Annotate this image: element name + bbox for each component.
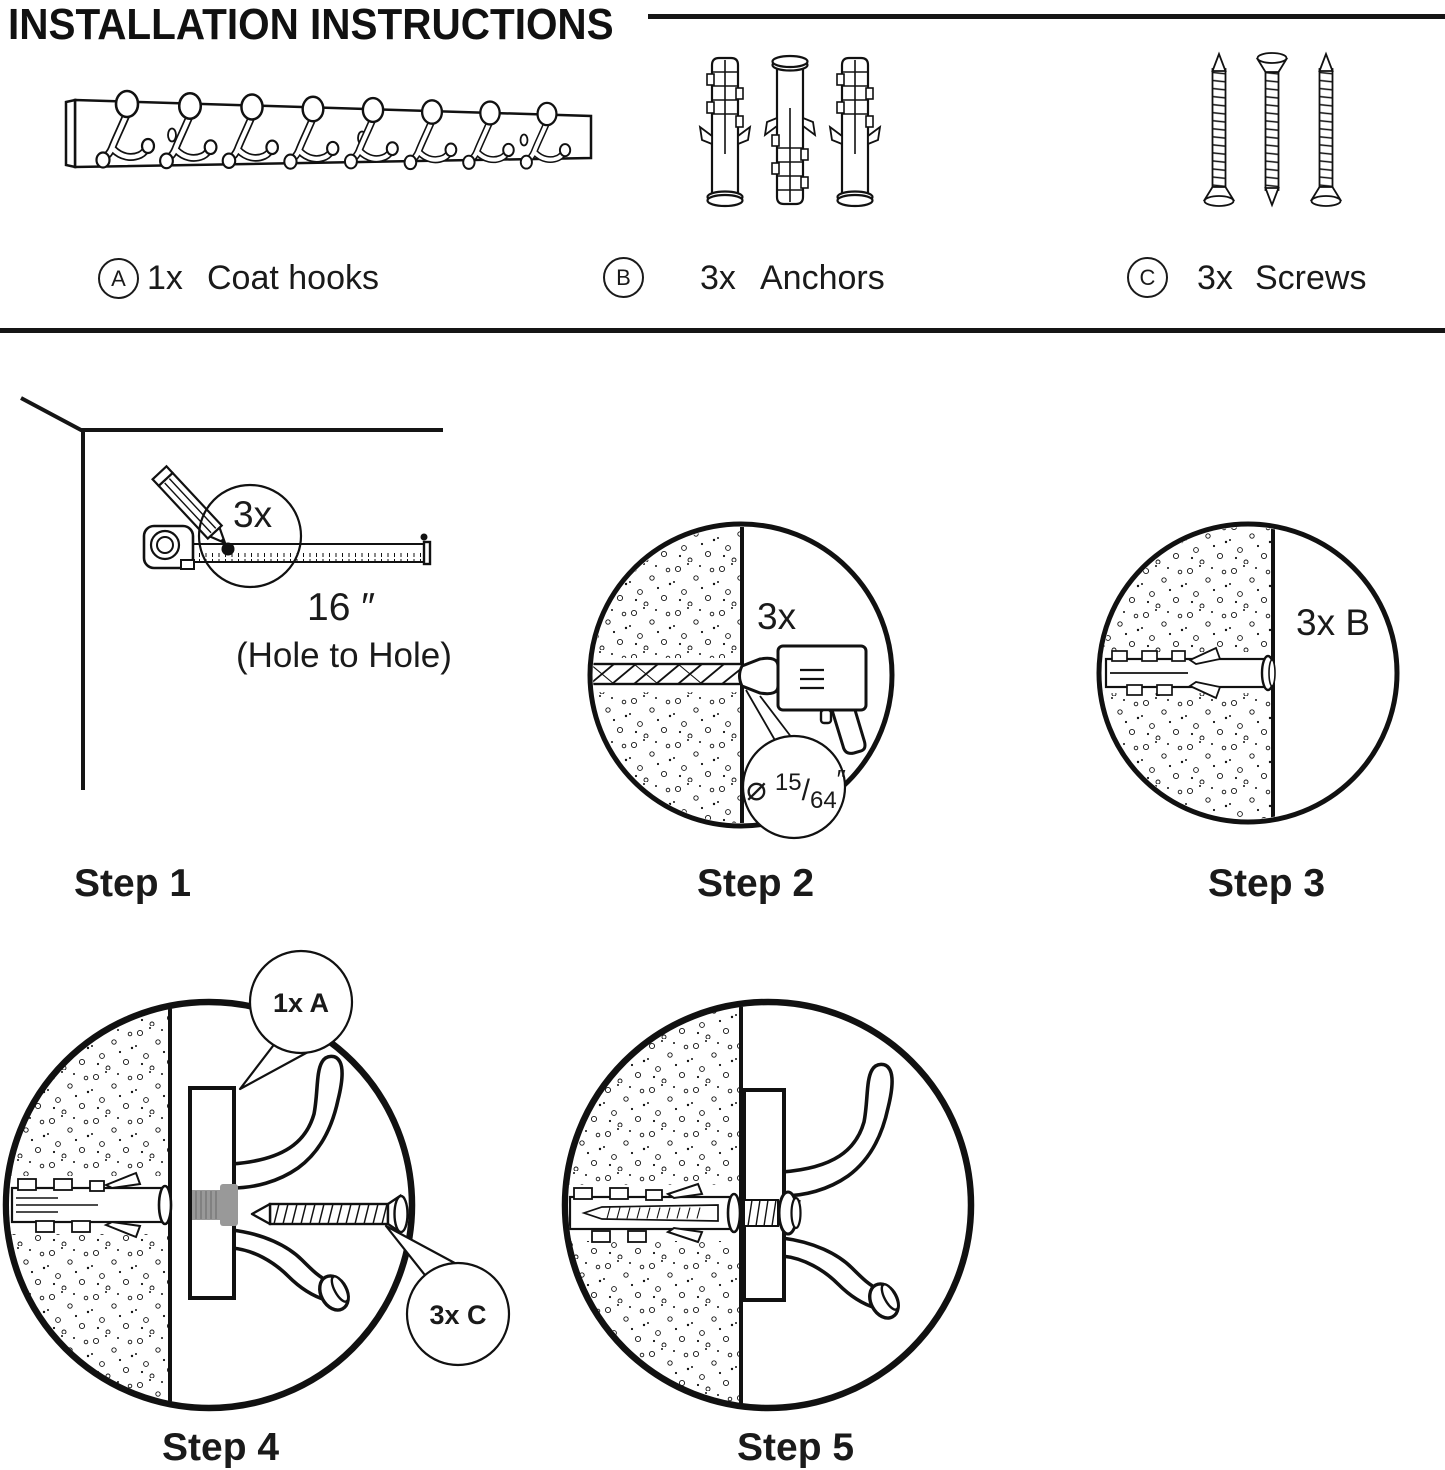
part-b-badge: B <box>603 257 644 298</box>
screws-illustration <box>1193 45 1353 215</box>
parts-divider <box>0 328 1445 333</box>
part-c-qty: 3x <box>1197 259 1233 297</box>
coat-hooks-illustration <box>55 80 595 180</box>
part-b-qty: 3x <box>700 259 736 297</box>
step2-label: Step 2 <box>697 862 815 905</box>
step4-callout-c: 3x C <box>429 1300 487 1330</box>
step1-annotation: 3x <box>233 494 273 535</box>
page-title: INSTALLATION INSTRUCTIONS <box>8 0 614 49</box>
anchors-illustration <box>695 50 885 215</box>
screw-in-anchor <box>192 1184 238 1226</box>
step2-illustration <box>584 518 898 848</box>
part-b-name: Anchors <box>760 259 885 297</box>
part-c-badge: C <box>1127 257 1168 298</box>
mark-dot <box>222 543 235 556</box>
step2-diameter: ⌀ $^{15}/_{64}''$ <box>746 764 846 814</box>
tape-measure-illustration <box>125 440 445 600</box>
hook-board <box>744 1090 784 1300</box>
step3-label: Step 3 <box>1208 862 1326 905</box>
title-rule <box>648 14 1445 19</box>
callout-bubble-c <box>386 1226 509 1365</box>
tape-measure-icon <box>144 526 430 569</box>
step3-annotation: 3x B <box>1296 602 1371 643</box>
step1-note: (Hole to Hole) <box>236 636 452 675</box>
step4-label: Step 4 <box>162 1426 280 1469</box>
part-a-name: Coat hooks <box>207 259 379 297</box>
part-a-badge: A <box>98 258 139 299</box>
step5-illustration <box>558 995 982 1420</box>
part-c-name: Screws <box>1255 259 1367 297</box>
step2-annotation: 3x <box>757 596 797 637</box>
step5-label: Step 5 <box>737 1426 855 1469</box>
step3-illustration <box>1096 520 1402 826</box>
step1-measurement: 16 ″ <box>307 586 376 629</box>
step4-callout-a: 1x A <box>272 988 330 1018</box>
part-a-qty: 1x <box>147 259 183 297</box>
drill-bit-icon <box>586 664 742 684</box>
step4-illustration <box>2 938 514 1420</box>
step1-label: Step 1 <box>74 862 192 905</box>
